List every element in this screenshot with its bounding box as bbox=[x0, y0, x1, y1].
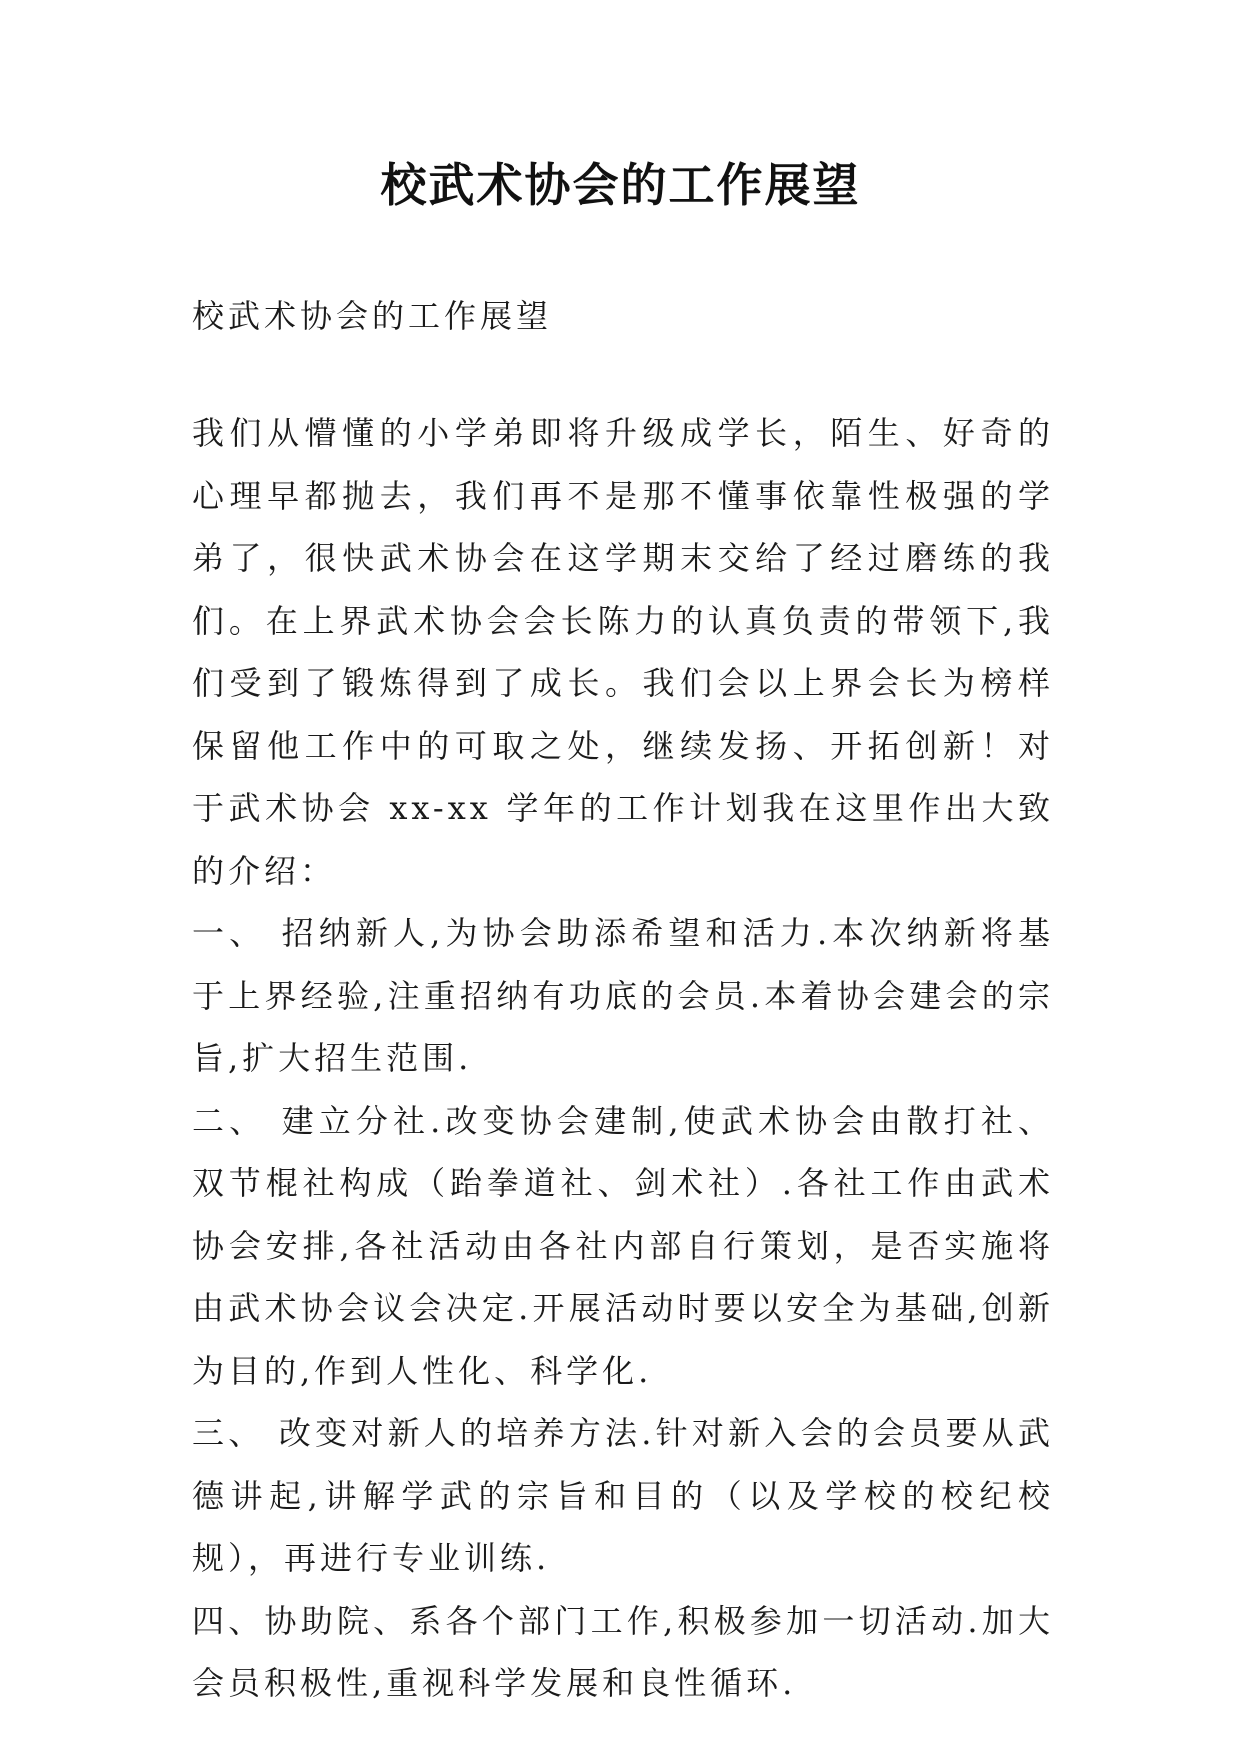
document-title: 校武术协会的工作展望 bbox=[380, 158, 861, 212]
plan-item-1: 一、 招纳新人,为协会助添希望和活力.本次纳新将基于上界经验,注重招纳有功底的会员.本着协会建会的宗旨,扩大招生范围. bbox=[192, 914, 1054, 1077]
plan-item-2: 二、 建立分社.改变协会建制,使武术协会由散打社、双节棍社构成（跆拳道社、剑术社）.各社工作由武术协会安排,各社活动由各社内部自行策划，是否实施将由武术协会议会决定.开展活动时要以安全为基础,创新为目的,作到人性化、科学化. bbox=[192, 1101, 1054, 1390]
plan-item-4: 四、协助院、系各个部门工作,积极参加一切活动.加大会员积极性,重视科学发展和良性循环. bbox=[192, 1601, 1054, 1702]
document-body bbox=[192, 402, 1054, 1715]
intro-paragraph: 我们从懵懂的小学弟即将升级成学长，陌生、好奇的心理早都抛去，我们再不是那不懂事依靠性极强的学弟了，很快武术协会在这学期末交给了经过磨练的我们。在上界武术协会会长陈力的认真负责的带领下,我们受到了锻炼得到了成长。我们会以上界会长为榜样保留他工作中的可取之处，继续发扬、开拓创新！对于武术协会 xx-xx 学年的工作计划我在这里作出大致的介绍： bbox=[192, 414, 1054, 890]
document-subtitle: 校武术协会的工作展望 bbox=[192, 297, 553, 335]
plan-item-3: 三、 改变对新人的培养方法.针对新入会的会员要从武德讲起,讲解学武的宗旨和目的（以及学校的校纪校规），再进行专业训练. bbox=[192, 1414, 1054, 1577]
